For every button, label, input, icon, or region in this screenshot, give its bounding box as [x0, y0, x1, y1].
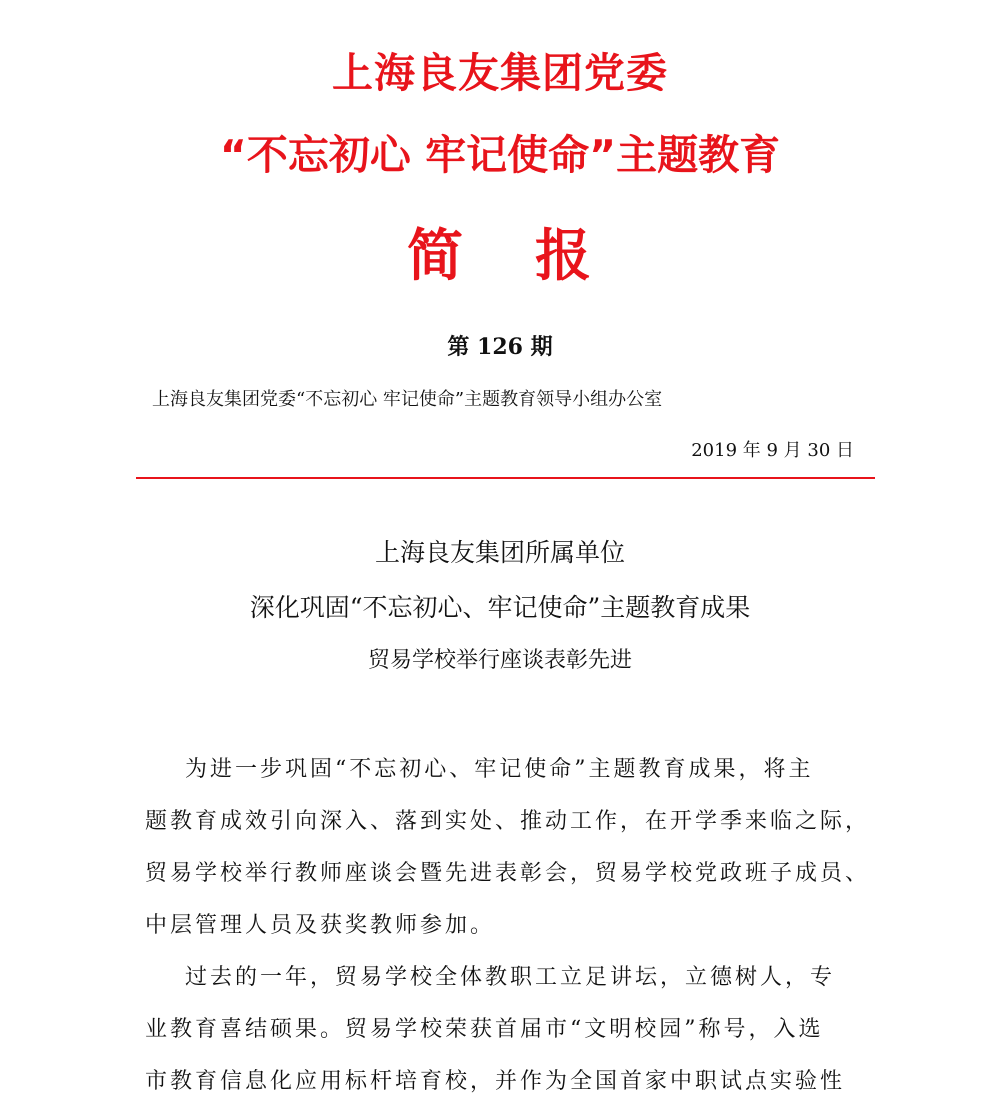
body-line: 过去的一年，贸易学校全体教职工立足讲坛，立德树人，专	[145, 965, 835, 990]
article-heading-1: 上海良友集团所属单位	[374, 538, 625, 567]
body-line: 贸易学校举行教师座谈会暨先进表彰会，贸易学校党政班子成员、	[145, 861, 871, 886]
body-line: 中层管理人员及获奖教师参加。	[145, 913, 496, 938]
header-divider	[136, 477, 875, 479]
issue-date: 2019 年 9 月 30 日	[691, 440, 854, 461]
issuing-office: 上海良友集团党委“不忘初心 牢记使命”主题教育领导小组办公室	[152, 389, 663, 410]
body-line: 题教育成效引向深入、落到实处、推动工作，在开学季来临之际，	[145, 809, 871, 834]
body-line: 为进一步巩固“不忘初心、牢记使命”主题教育成果，将主	[145, 757, 814, 782]
header-org-title: 上海良友集团党委	[332, 49, 668, 97]
body-line: 业教育喜结硕果。贸易学校荣获首届市“文明校园”称号，入选	[145, 1017, 824, 1042]
bulletin-title-char-2: 报	[535, 224, 593, 289]
bulletin-title-char-1: 简	[407, 224, 465, 289]
bulletin-title	[0, 212, 1000, 292]
article-heading-3: 贸易学校举行座谈表彰先进	[367, 648, 632, 673]
header-theme-title: “不忘初心 牢记使命”主题教育	[219, 131, 781, 179]
article-heading-2: 深化巩固“不忘初心、牢记使命”主题教育成果	[249, 593, 751, 622]
issue-number: 第 126 期	[447, 334, 553, 360]
body-line: 市教育信息化应用标杆培育校，并作为全国首家中职试点实验性	[145, 1069, 846, 1094]
